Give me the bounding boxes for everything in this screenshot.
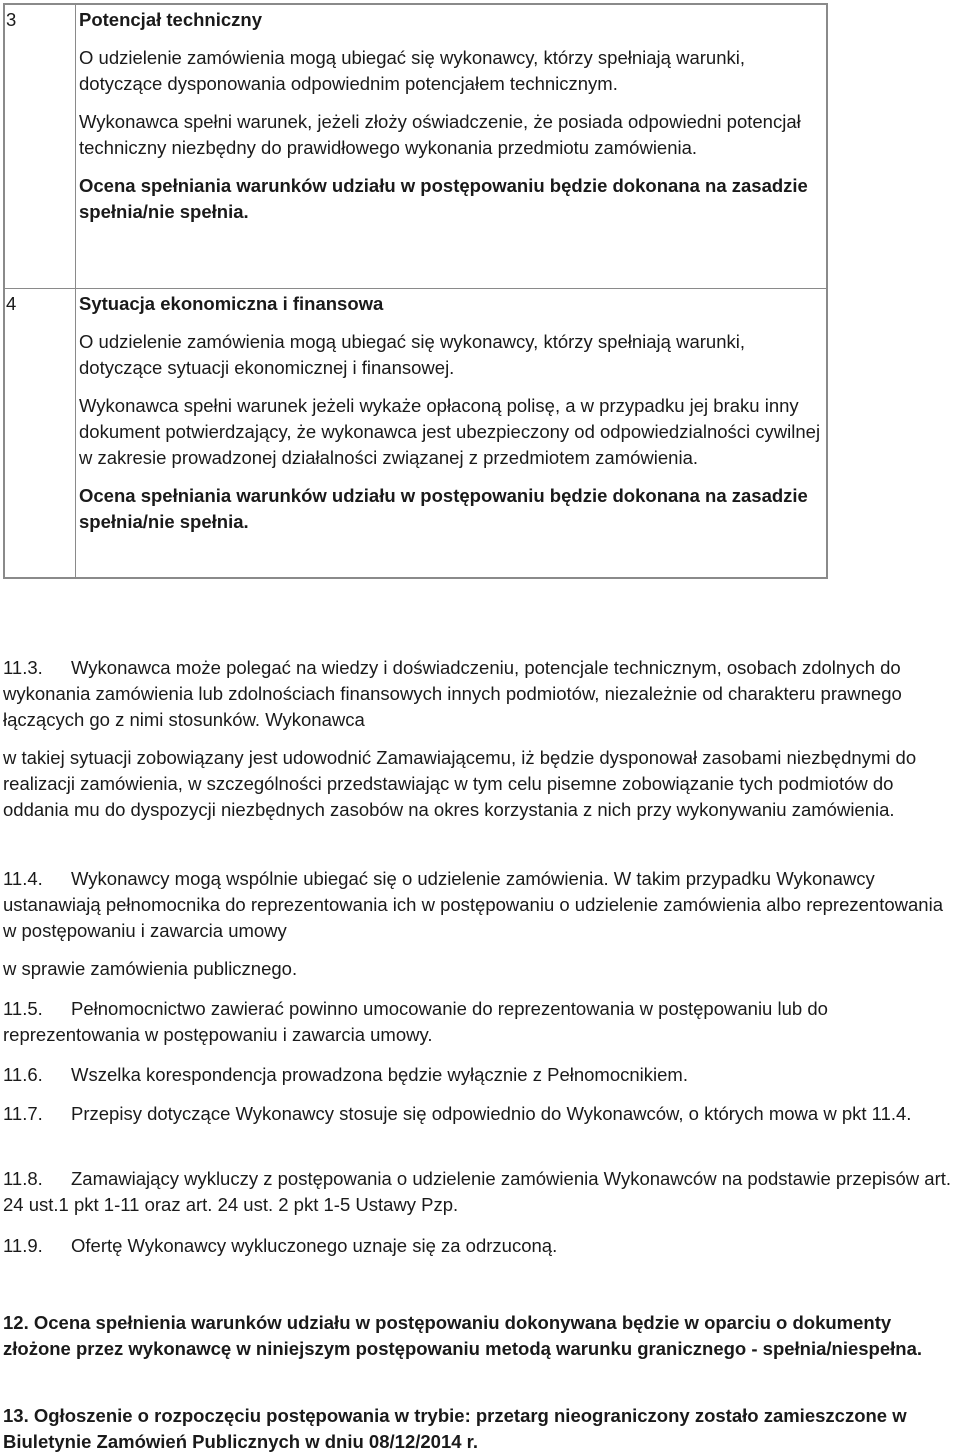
section-12 [3, 1310, 958, 1362]
section-label: 11.5. [3, 998, 43, 1019]
section-label: 11.4. [3, 868, 43, 889]
row-number: 4 [5, 289, 76, 577]
row-assessment: Ocena spełniania warunków udziału w postępowaniu będzie dokonana na zasadzie spełnia/nie spełnia. [79, 485, 808, 532]
section-11-3-text: 11.3. Wykonawca może polegać na wiedzy i doświadczeniu, potencjale technicznym, osobach zdolnych do wykonania zamówienia lub zdolnościach finansowych innych podmiotów, niezależnie od charakteru prawnego łączących go z nimi stosunków. Wykonawca [3, 657, 902, 730]
row-paragraph: O udzielenie zamówienia mogą ubiegać się wykonawcy, którzy spełniają warunki, dotyczące dysponowania odpowiednim potencjałem technicznym. [79, 47, 745, 94]
row-paragraph: Wykonawca spełni warunek, jeżeli złoży oświadczenie, że posiada odpowiedni potencjał techniczny niezbędny do prawidłowego wykonania przedmiotu zamówienia. [79, 111, 801, 158]
section-11-8: 11.8. Zamawiający wykluczy z postępowania o udzielenie zamówienia Wykonawców na podstawie przepisów art. 24 ust.1 pkt 1-11 oraz art. 24 ust. 2 pkt 1-5 Ustawy Pzp. [3, 1168, 952, 1215]
table-row [5, 5, 826, 288]
section-label: 11.9. [3, 1235, 43, 1256]
row-paragraph: O udzielenie zamówienia mogą ubiegać się wykonawcy, którzy spełniają warunki, dotyczące sytuacji ekonomicznej i finansowej. [79, 331, 745, 378]
row-assessment: Ocena spełniania warunków udziału w postępowaniu będzie dokonana na zasadzie spełnia/nie spełnia. [79, 175, 808, 222]
row-number: 3 [5, 5, 76, 288]
section-11-4 [3, 866, 958, 982]
section-label: 11.6. [3, 1064, 43, 1085]
row-content [76, 289, 826, 577]
row-paragraph: Wykonawca spełni warunek jeżeli wykaże opłaconą polisę, a w przypadku jej braku inny dokument potwierdzający, że wykonawca jest ubezpieczony od odpowiedzialności cywilnej w zakresie prowadzonej działalności związanej z przedmiotem zamówienia. [79, 395, 821, 468]
section-label: 11.7. [3, 1103, 43, 1124]
section-label: 11.8. [3, 1168, 43, 1189]
section-11-7: 11.7. Przepisy dotyczące Wykonawcy stosuje się odpowiednio do Wykonawców, o których mowa w pkt 11.4. [3, 1101, 958, 1127]
row-title: Sytuacja ekonomiczna i finansowa [79, 293, 384, 314]
row-title: Potencjał techniczny [79, 9, 262, 30]
section-12-text: 12. Ocena spełnienia warunków udziału w postępowaniu dokonywana będzie w oparciu o dokumenty złożone przez wykonawcę w niniejszym postępowaniu metodą warunku granicznego - spełnia/niespełna. [3, 1312, 923, 1359]
section-label: 11.3. [3, 657, 43, 678]
section-11-3 [3, 655, 958, 823]
section-11-4-text: 11.4. Wykonawcy mogą wspólnie ubiegać się o udzielenie zamówienia. W takim przypadku Wykonawcy ustanawiają pełnomocnika do reprezentowania ich w postępowaniu o udzielenie zamówienia albo reprezentowania w postępowaniu i zawarcia umowy [3, 868, 943, 941]
section-13-text: 13. Ogłoszenie o rozpoczęciu postępowania w trybie: przetarg nieograniczony zostało zamieszczone w Biuletynie Zamówień Publicznych w dniu 08/12/2014 r. [3, 1405, 907, 1452]
section-13 [3, 1403, 958, 1455]
section-11-9: 11.9. Ofertę Wykonawcy wykluczonego uznaje się za odrzuconą. [3, 1233, 958, 1259]
section-11-3-continuation: w takiej sytuacji zobowiązany jest udowodnić Zamawiającemu, iż będzie dysponował zasobami niezbędnymi do realizacji zamówienia, w szczególności przedstawiając w tym celu pisemne zobowiązanie tych podmiotów do oddania mu do dyspozycji niezbędnych zasobów na okres korzystania z nich przy wykonywaniu zamówienia. [3, 747, 917, 820]
section-11-4-continuation: w sprawie zamówienia publicznego. [3, 958, 298, 979]
conditions-table [3, 3, 828, 579]
table-row [5, 288, 826, 577]
section-11-6: 11.6. Wszelka korespondencja prowadzona będzie wyłącznie z Pełnomocnikiem. [3, 1062, 958, 1088]
section-11-5: 11.5. Pełnomocnictwo zawierać powinno umocowanie do reprezentowania w postępowaniu lub do reprezentowania w postępowaniu i zawarcia umowy. [3, 998, 828, 1045]
row-content [76, 5, 826, 288]
